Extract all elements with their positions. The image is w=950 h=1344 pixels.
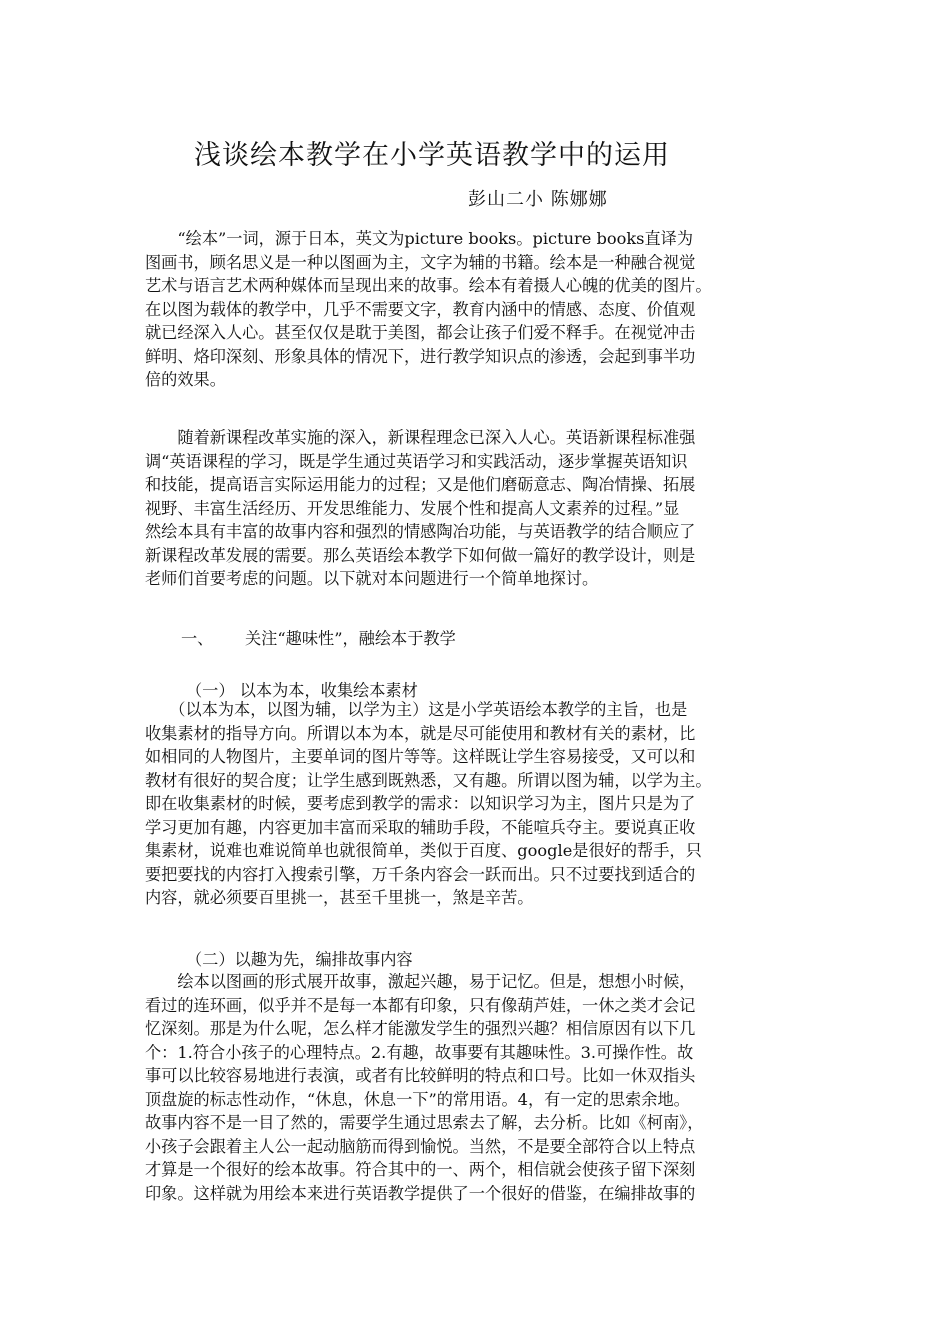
paragraph-materials: [145, 698, 805, 910]
text-line: 才算是一个很好的绘本故事。符合其中的一、两个，相信就会使孩子留下深刻: [145, 1160, 696, 1179]
text-line: 图画书，顾名思义是一种以图画为主，文字为辅的书籍。绘本是一种融合视觉: [145, 252, 696, 272]
author-line: 彭山二小 陈娜娜: [468, 189, 608, 210]
subsection-heading: （一） 以本为本，收集绘本素材: [186, 681, 418, 700]
text-line: 调“英语课程的学习，既是学生通过英语学习和实践活动，逐步掌握英语知识: [145, 451, 688, 471]
text-line: 老师们首要考虑的问题。以下就对本问题进行一个简单地探讨。: [145, 569, 599, 588]
section-heading: 关注“趣味性”，融绘本于教学: [245, 629, 456, 648]
text-line: 内容，就必须要百里挑一，甚至千里挑一，煞是辛苦。: [145, 888, 534, 907]
paragraph-curriculum: [145, 426, 805, 591]
text-line: 鲜明、烙印深刻、形象具体的情况下，进行教学知识点的渗透，会起到事半功: [145, 346, 696, 366]
text-line: 看过的连环画，似乎并不是每一本都有印象，只有像葫芦娃，一休之类才会记: [145, 995, 696, 1015]
text-line: （以本为本，以图为辅，以学为主）这是小学英语绘本教学的主旨，也是: [145, 700, 688, 719]
text-line: 视野、丰富生活经历、开发思维能力、发展个性和提高人文素养的过程。”显: [145, 498, 680, 518]
text-line: 故事内容不是一目了然的，需要学生通过思索去了解，去分析。比如《柯南》，: [145, 1113, 704, 1132]
text-line: 教材有很好的契合度；让学生感到既熟悉，又有趣。所谓以图为辅，以学为主。: [145, 770, 712, 790]
section-number: 一、: [181, 629, 214, 648]
text-line: “绘本”一词，源于日本，英文为picture books。picture books直译为: [145, 229, 694, 248]
text-line: 事可以比较容易地进行表演，或者有比较鲜明的特点和口号。比如一休双指头: [145, 1066, 696, 1085]
text-line: 个：1.符合小孩子的心理特点。2.有趣，故事要有其趣味性。3.可操作性。故: [145, 1042, 694, 1062]
paragraph-story: [145, 970, 805, 1205]
paragraph-intro: [145, 227, 805, 392]
text-line: 即在收集素材的时候，要考虑到教学的需求：以知识学习为主，图片只是为了: [145, 794, 696, 813]
text-line: 新课程改革发展的需要。那么英语绘本教学下如何做一篇好的教学设计，则是: [145, 545, 696, 565]
text-line: 集素材，说难也难说简单也就很简单，类似于百度、google是很好的帮手，只: [145, 841, 702, 860]
document-title: 浅谈绘本教学在小学英语教学中的运用: [194, 140, 670, 171]
text-line: 学习更加有趣，内容更加丰富而采取的辅助手段，不能喧兵夺主。要说真正收: [145, 817, 696, 837]
text-line: 和技能，提高语言实际运用能力的过程；又是他们磨砺意志、陶冶情操、拓展: [145, 475, 696, 494]
text-line: 忆深刻。那是为什么呢，怎么样才能激发学生的强烈兴趣？相信原因有以下几: [145, 1019, 696, 1038]
text-line: 就已经深入人心。甚至仅仅是耽于美图，都会让孩子们爱不释手。在视觉冲击: [145, 323, 696, 342]
text-line: 印象。这样就为用绘本来进行英语教学提供了一个很好的借鉴，在编排故事的: [145, 1183, 696, 1203]
text-line: 绘本以图画的形式展开故事，激起兴趣，易于记忆。但是，想想小时候，: [145, 972, 696, 991]
text-line: 小孩子会跟着主人公一起动脑筋而得到愉悦。当然，不是要全部符合以上特点: [145, 1136, 696, 1156]
text-line: 顶盘旋的标志性动作，“休息，休息一下”的常用语。4，有一定的思索余地。: [145, 1089, 690, 1109]
text-line: 随着新课程改革实施的深入，新课程理念已深入人心。英语新课程标准强: [145, 428, 696, 447]
text-line: 在以图为载体的教学中，几乎不需要文字，教育内涵中的情感、态度、价值观: [145, 299, 696, 319]
subsection-heading: （二）以趣为先，编排故事内容: [186, 950, 413, 969]
text-line: 然绘本具有丰富的故事内容和强烈的情感陶冶功能，与英语教学的结合顺应了: [145, 522, 696, 541]
text-line: 要把要找的内容打入搜索引擎，万千条内容会一跃而出。只不过要找到适合的: [145, 864, 696, 884]
text-line: 倍的效果。: [145, 370, 226, 389]
text-line: 艺术与语言艺术两种媒体而呈现出来的故事。绘本有着摄人心魄的优美的图片。: [145, 276, 712, 295]
text-line: 收集素材的指导方向。所谓以本为本，就是尽可能使用和教材有关的素材，比: [145, 723, 696, 743]
text-line: 如相同的人物图片，主要单词的图片等等。这样既让学生容易接受，又可以和: [145, 747, 696, 766]
